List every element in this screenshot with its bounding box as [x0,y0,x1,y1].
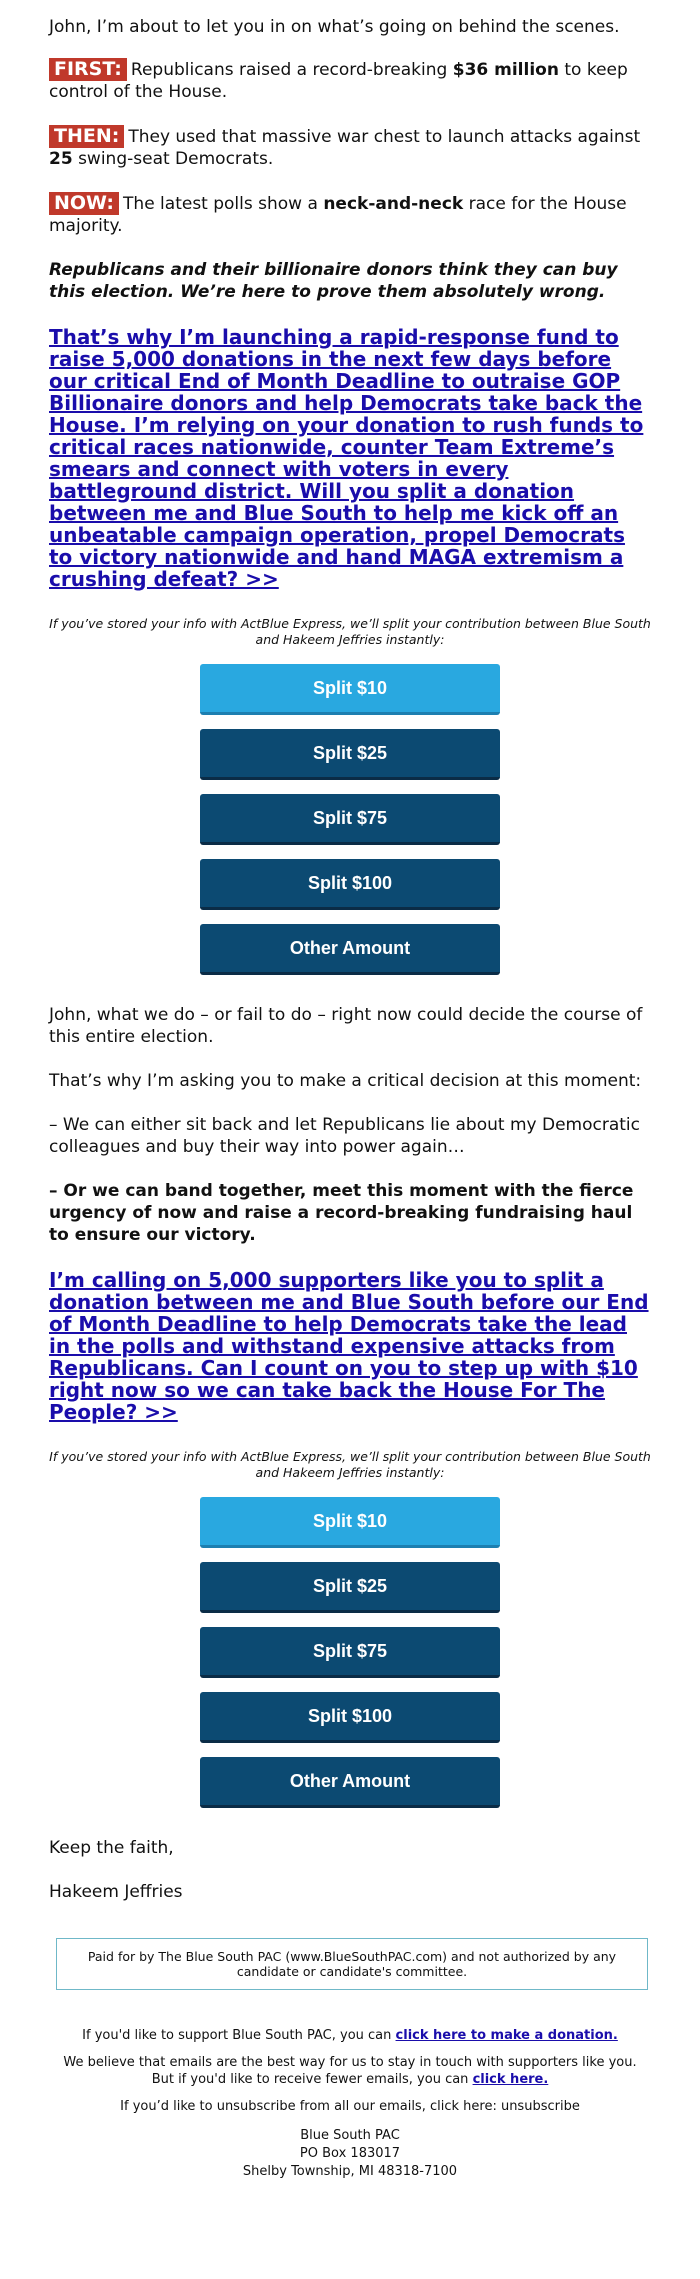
first-text: Republicans raised a record-breaking [130,60,453,80]
then-text-end: swing-seat Democrats. [72,149,274,169]
split-100-button[interactable]: Split $100 [200,859,500,910]
paragraph-4: – Or we can band together, meet this moment with the fierce urgency of now and raise a record-breaking fundraising haul to ensure our victory. [49,1181,634,1245]
first-tag: FIRST: [49,58,127,81]
first-text-end: to keep control of the House. [49,60,628,102]
other-amount-button[interactable]: Other Amount [200,924,500,975]
mailing-address [49,2127,651,2181]
support-text: If you'd like to support Blue South PAC, you can [82,2028,396,2043]
donation-buttons-2 [49,1497,651,1822]
donation-link[interactable]: click here to make a donation. [395,2028,618,2043]
split-25-button[interactable]: Split $25 [200,729,500,780]
paragraph-3: – We can either sit back and let Republicans lie about my Democratic colleagues and buy their way into power again… [49,1115,640,1157]
unsubscribe-line[interactable]: If you’d like to unsubscribe from all our emails, click here: unsubscribe [120,2099,580,2114]
paid-for-disclaimer: Paid for by The Blue South PAC (www.BlueSouthPAC.com) and not authorized by any candidate or candidate's committee. [56,1938,648,1990]
now-text: The latest polls show a [123,194,324,214]
fewer-emails-link[interactable]: click here. [472,2072,549,2087]
donate-link-1[interactable]: That’s why I’m launching a rapid-response fund to raise 5,000 donations in the next few days before our critical End of Month Deadline to outraise GOP Billionaire donors and help Democrats take back the House. I’m relying on your donation to rush funds to critical races nationwide, counter Team Extreme’s smears and connect with voters in every battleground district. Will you split a donation between me and Blue South to help me kick off an unbeatable campaign operation, propel Democrats to victory nationwide and hand MAGA extremism a crushing defeat? >> [49,325,644,591]
split-10-button[interactable]: Split $10 [200,1497,500,1548]
intro-text: John, I’m about to let you in on what’s going on behind the scenes. [49,17,620,37]
actblue-note-2: If you’ve stored your info with ActBlue Express, we’ll split your contribution between Blue South and Hakeem Jeffries instantly: [49,1449,651,1480]
first-bold: $36 million [452,60,559,80]
paragraph-2: That’s why I’m asking you to make a critical decision at this moment: [49,1071,642,1091]
donate-link-2[interactable]: I’m calling on 5,000 supporters like you to split a donation between me and Blue South before our End of Month Deadline to help Democrats take the lead in the polls and withstand expensive attacks from Republicans. Can I count on you to step up with $10 right now so we can take back the House For The People? >> [49,1268,649,1424]
other-amount-button[interactable]: Other Amount [200,1757,500,1808]
split-75-button[interactable]: Split $75 [200,1627,500,1678]
city-line: Shelby Township, MI 48318-7100 [242,2164,458,2179]
then-paragraph [49,125,651,170]
bold-statement: Republicans and their billionaire donors think they can buy this election. We’re here to prove them absolutely wrong. [49,260,618,302]
emails-text: We believe that emails are the best way for us to stay in touch with supporters like you. But if you'd like to receive fewer emails, you can [63,2055,637,2087]
now-text-end: race for the House majority. [49,194,627,236]
emails-line [49,2054,651,2088]
then-tag: THEN: [49,125,124,148]
actblue-note-1: If you’ve stored your info with ActBlue Express, we’ll split your contribution between Blue South and Hakeem Jeffries instantly: [49,616,651,647]
now-paragraph [49,192,651,237]
signature: Hakeem Jeffries [49,1882,183,1902]
first-paragraph [49,58,651,103]
org-name: Blue South PAC [300,2128,400,2143]
then-bold: 25 [49,149,73,169]
split-100-button[interactable]: Split $100 [200,1692,500,1743]
split-75-button[interactable]: Split $75 [200,794,500,845]
support-line [49,2027,651,2044]
split-10-button[interactable]: Split $10 [200,664,500,715]
split-25-button[interactable]: Split $25 [200,1562,500,1613]
paragraph-1: John, what we do – or fail to do – right now could decide the course of this entire election. [49,1005,643,1047]
signoff: Keep the faith, [49,1838,174,1858]
donation-buttons-1 [49,664,651,989]
now-tag: NOW: [49,192,119,215]
then-text: They used that massive war chest to launch attacks against [128,127,641,147]
now-bold: neck-and-neck [323,194,464,214]
po-box: PO Box 183017 [299,2146,401,2161]
